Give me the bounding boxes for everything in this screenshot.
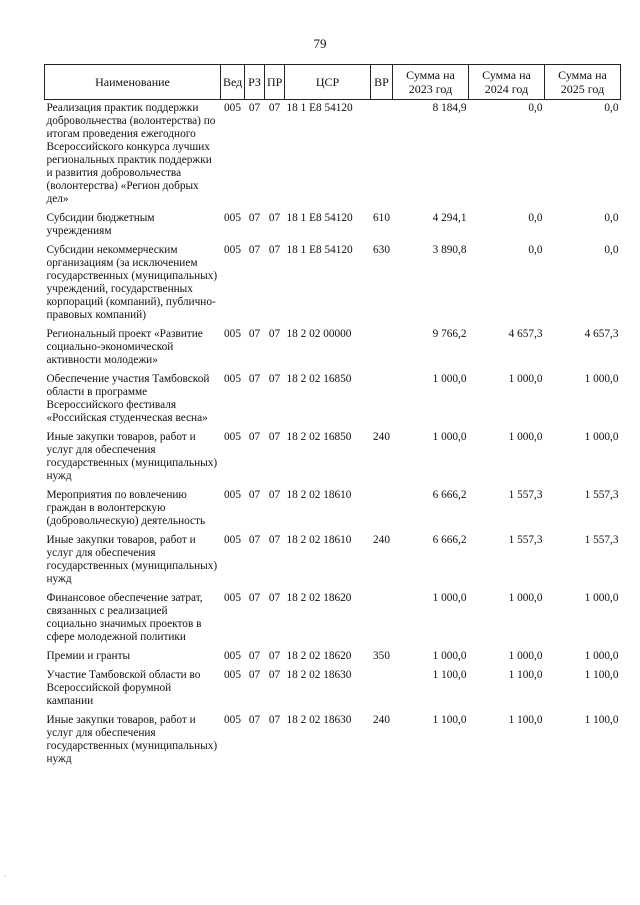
cell-ved: 005: [224, 534, 241, 546]
cell-rz: 07: [248, 592, 261, 604]
header-sum-2024: Сумма на 2024 год: [469, 65, 545, 100]
cell-ved: 005: [224, 489, 241, 501]
margin-mark: ·: [4, 872, 7, 881]
cell-ved: 005: [224, 650, 241, 662]
cell-sum-2025: 0,0: [604, 212, 619, 224]
cell-name: Иные закупки товаров, работ и услуг для обеспечения государственных (муниципальных) нужд: [46, 431, 218, 482]
cell-ved: 005: [224, 669, 241, 681]
cell-csr: 18 1 E8 54120: [286, 212, 353, 224]
cell-csr: 18 2 02 18630: [286, 669, 352, 681]
cell-name: Премии и гранты: [46, 650, 131, 662]
cell-ved: 005: [224, 212, 241, 224]
cell-sum-2025: 0,0: [604, 244, 619, 256]
cell-csr: 18 2 02 18620: [286, 592, 352, 604]
cell-sum-2025: 1 000,0: [584, 431, 619, 443]
cell-pr: 07: [268, 102, 281, 114]
cell-rz: 07: [248, 212, 261, 224]
table-row: [45, 210, 621, 242]
cell-sum-2023: 1 100,0: [432, 714, 467, 726]
cell-name: Реализация практик поддержки добровольчества (волонтерства) по итогам проведения ежегодного Всероссийского конкурса лучших региональных практик поддержки и развития добровольчества (волонтерства) «Регион добрых дел»: [46, 102, 216, 205]
table-body: [45, 100, 621, 771]
cell-ved: 005: [224, 373, 241, 385]
cell-csr: 18 2 02 00000: [286, 328, 352, 340]
cell-pr: 07: [268, 328, 281, 340]
cell-sum-2024: 0,0: [528, 212, 543, 224]
cell-pr: 07: [268, 714, 281, 726]
cell-rz: 07: [248, 373, 261, 385]
cell-rz: 07: [248, 328, 261, 340]
cell-rz: 07: [248, 431, 261, 443]
table-row: [45, 429, 621, 487]
table-row: [45, 371, 621, 429]
cell-rz: 07: [248, 534, 261, 546]
cell-name: Обеспечение участия Тамбовской области в программе Всероссийского фестиваля «Российская студенческая весна»: [46, 373, 210, 424]
cell-name: Финансовое обеспечение затрат, связанных с реализацией социально значимых проектов в сфере молодежной политики: [46, 592, 203, 643]
cell-pr: 07: [268, 669, 281, 681]
cell-vr: 240: [373, 714, 390, 726]
cell-csr: 18 2 02 16850: [286, 431, 352, 443]
cell-vr: 350: [373, 650, 390, 662]
table-row: [45, 326, 621, 371]
cell-sum-2023: 4 294,1: [432, 212, 467, 224]
cell-sum-2024: 1 100,0: [508, 714, 543, 726]
cell-sum-2024: 0,0: [528, 244, 543, 256]
cell-pr: 07: [268, 431, 281, 443]
cell-pr: 07: [268, 489, 281, 501]
cell-sum-2023: 1 000,0: [432, 373, 467, 385]
cell-name: Субсидии бюджетным учреждениям: [46, 212, 155, 237]
cell-csr: 18 1 E8 54120: [286, 102, 353, 114]
cell-vr: 630: [373, 244, 390, 256]
cell-csr: 18 1 E8 54120: [286, 244, 353, 256]
cell-vr: 610: [373, 212, 390, 224]
cell-pr: 07: [268, 592, 281, 604]
cell-csr: 18 2 02 18630: [286, 714, 352, 726]
cell-vr: 240: [373, 431, 390, 443]
budget-table: [44, 64, 621, 770]
cell-pr: 07: [268, 244, 281, 256]
cell-sum-2023: 9 766,2: [432, 328, 467, 340]
cell-vr: 240: [373, 534, 390, 546]
cell-sum-2024: 4 657,3: [508, 328, 543, 340]
table-row: [45, 667, 621, 712]
cell-name: Региональный проект «Развитие социально-экономической активности молодежи»: [46, 328, 203, 366]
cell-vr: [371, 667, 393, 712]
cell-sum-2025: 0,0: [604, 102, 619, 114]
table-row: [45, 590, 621, 648]
cell-name: Иные закупки товаров, работ и услуг для обеспечения государственных (муниципальных) нужд: [46, 714, 218, 765]
cell-sum-2023: 1 000,0: [432, 431, 467, 443]
cell-rz: 07: [248, 102, 261, 114]
cell-sum-2023: 1 100,0: [432, 669, 467, 681]
cell-sum-2024: 1 100,0: [508, 669, 543, 681]
header-pr: ПР: [265, 65, 285, 100]
cell-name: Участие Тамбовской области во Всероссийской форумной кампании: [46, 669, 201, 707]
cell-pr: 07: [268, 212, 281, 224]
cell-sum-2023: 8 184,9: [432, 102, 467, 114]
cell-rz: 07: [248, 650, 261, 662]
cell-name: Субсидии некоммерческим организациям (за исключением государственных (муниципальных) учреждений, государственных корпораций (компаний), публично-правовых компаний): [46, 244, 218, 321]
cell-sum-2023: 3 890,8: [432, 244, 467, 256]
cell-rz: 07: [248, 244, 261, 256]
cell-ved: 005: [224, 592, 241, 604]
cell-sum-2025: 1 557,3: [584, 489, 619, 501]
cell-vr: [371, 487, 393, 532]
cell-vr: [371, 371, 393, 429]
cell-sum-2024: 1 000,0: [508, 592, 543, 604]
table-row: [45, 712, 621, 770]
cell-csr: 18 2 02 16850: [286, 373, 352, 385]
cell-sum-2024: 1 000,0: [508, 373, 543, 385]
cell-ved: 005: [224, 244, 241, 256]
cell-sum-2023: 6 666,2: [432, 489, 467, 501]
cell-sum-2024: 0,0: [528, 102, 543, 114]
cell-sum-2025: 1 000,0: [584, 592, 619, 604]
header-ved: Вед: [221, 65, 245, 100]
cell-sum-2023: 1 000,0: [432, 592, 467, 604]
cell-csr: 18 2 02 18620: [286, 650, 352, 662]
table-row: [45, 648, 621, 667]
cell-sum-2025: 1 100,0: [584, 714, 619, 726]
header-sum-2025: Сумма на 2025 год: [545, 65, 621, 100]
cell-name: Мероприятия по вовлечению граждан в волонтерскую (добровольческую) деятельность: [46, 489, 206, 527]
cell-vr: [371, 326, 393, 371]
cell-rz: 07: [248, 489, 261, 501]
table-row: [45, 532, 621, 590]
page-number: 79: [313, 36, 327, 51]
cell-pr: 07: [268, 650, 281, 662]
cell-ved: 005: [224, 102, 241, 114]
cell-ved: 005: [224, 714, 241, 726]
cell-pr: 07: [268, 373, 281, 385]
cell-sum-2025: 4 657,3: [584, 328, 619, 340]
header-rz: РЗ: [245, 65, 265, 100]
table-row: [45, 100, 621, 211]
table-row: [45, 242, 621, 326]
table-header: [45, 65, 621, 100]
header-csr: ЦСР: [285, 65, 371, 100]
cell-vr: [371, 100, 393, 211]
cell-name: Иные закупки товаров, работ и услуг для обеспечения государственных (муниципальных) нужд: [46, 534, 218, 585]
cell-sum-2025: 1 000,0: [584, 650, 619, 662]
cell-sum-2025: 1 557,3: [584, 534, 619, 546]
cell-csr: 18 2 02 18610: [286, 534, 352, 546]
cell-sum-2024: 1 557,3: [508, 489, 543, 501]
cell-sum-2025: 1 100,0: [584, 669, 619, 681]
cell-sum-2023: 1 000,0: [432, 650, 467, 662]
cell-rz: 07: [248, 669, 261, 681]
cell-ved: 005: [224, 431, 241, 443]
cell-sum-2024: 1 000,0: [508, 431, 543, 443]
cell-csr: 18 2 02 18610: [286, 489, 352, 501]
cell-sum-2024: 1 000,0: [508, 650, 543, 662]
cell-sum-2024: 1 557,3: [508, 534, 543, 546]
cell-vr: [371, 590, 393, 648]
table-row: [45, 487, 621, 532]
header-sum-2023: Сумма на 2023 год: [393, 65, 469, 100]
cell-ved: 005: [224, 328, 241, 340]
cell-rz: 07: [248, 714, 261, 726]
cell-sum-2023: 6 666,2: [432, 534, 467, 546]
cell-pr: 07: [268, 534, 281, 546]
header-name: Наименование: [45, 65, 221, 100]
header-vr: ВР: [371, 65, 393, 100]
cell-sum-2025: 1 000,0: [584, 373, 619, 385]
